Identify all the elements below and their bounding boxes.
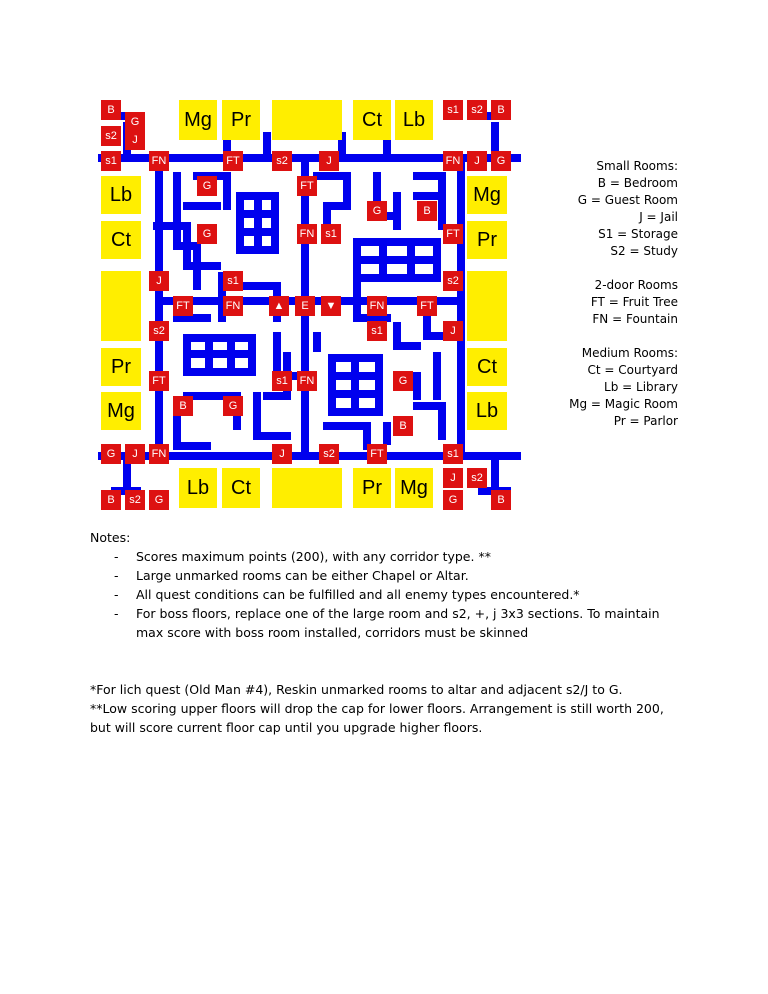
small-room-label: s1 (276, 375, 288, 387)
small-room-label: s2 (471, 472, 483, 484)
medium-room-label: Lb (186, 477, 210, 499)
note-item: - For boss floors, replace one of the large room and s2, +, j 3x3 sections. To maintain max score with boss room installed, corridors must be skinned (114, 606, 660, 640)
small-room-label: B (179, 400, 187, 412)
legend-item: Lb = Library (604, 380, 678, 394)
small-room-label: J (450, 472, 456, 484)
small-room-label: s2 (153, 325, 165, 337)
legend-item: G = Guest Room (577, 193, 678, 207)
small-room-label: s2 (471, 104, 483, 116)
small-room-label: J (156, 275, 162, 287)
footnote-lich: *For lich quest (Old Man #4), Reskin unmarked rooms to altar and adjacent s2/J to G. (90, 682, 623, 697)
medium-room-label: Ct (362, 109, 382, 131)
legend-item: FN = Fountain (592, 312, 678, 326)
small-room-label: G (106, 448, 116, 460)
medium-room-label: Ct (111, 229, 131, 251)
small-room-label: s1 (371, 325, 383, 337)
footnote-cap-cont: but will score current floor cap until you upgrade higher floors. (90, 720, 483, 735)
legend-item: Ct = Courtyard (587, 363, 678, 377)
small-room-label: s2 (323, 448, 335, 460)
small-room-label: FT (370, 448, 384, 460)
small-room-label: FN (151, 448, 167, 460)
small-room-label: s2 (105, 130, 117, 142)
medium-room-label: Lb (475, 400, 499, 422)
medium-room-label: Mg (400, 477, 428, 499)
small-room-label: J (132, 134, 138, 146)
legend-item: Pr = Parlor (613, 414, 678, 428)
large-room-unmarked (272, 100, 342, 140)
small-room-label: FT (420, 300, 434, 312)
small-room-label: B (497, 104, 505, 116)
medium-room-label: Pr (477, 229, 497, 251)
notes-title: Notes: (90, 530, 131, 545)
notes-section (90, 528, 690, 737)
small-room-label: B (107, 104, 115, 116)
legend-item: B = Bedroom (597, 176, 678, 190)
small-room-label: s1 (105, 155, 117, 167)
small-room-label: J (450, 325, 456, 337)
legend-two-door-title: 2-door Rooms (594, 278, 678, 292)
small-room-label: FT (226, 155, 240, 167)
small-room-label: G (398, 375, 408, 387)
legend-small-title: Small Rooms: (596, 159, 678, 173)
large-room-unmarked (272, 468, 342, 508)
medium-room-label: Pr (111, 356, 131, 378)
legend (540, 158, 678, 430)
legend-medium-title: Medium Rooms: (581, 346, 678, 360)
small-room-label: G (228, 400, 238, 412)
small-room-label: G (496, 155, 506, 167)
legend-item: Mg = Magic Room (569, 397, 678, 411)
notes-list (90, 547, 690, 642)
special-room-label: ▼ (325, 300, 337, 312)
legend-item: J = Jail (639, 210, 678, 224)
small-room-label: FT (152, 375, 166, 387)
small-room-label: G (372, 205, 382, 217)
special-room-label: ▲ (273, 300, 285, 312)
legend-item: S2 = Study (610, 244, 678, 258)
small-room-label: FT (446, 228, 460, 240)
medium-room-label: Lb (109, 184, 133, 206)
small-room-label: J (326, 155, 332, 167)
legend-item: FT = Fruit Tree (590, 295, 678, 309)
small-room-label: B (423, 205, 431, 217)
medium-room-label: Ct (231, 477, 251, 499)
note-item: - All quest conditions can be fulfilled and all enemy types encountered.* (114, 587, 580, 602)
small-room-label: s2 (276, 155, 288, 167)
small-room-label: G (202, 180, 212, 192)
small-room-label: s1 (227, 275, 239, 287)
small-room-label: J (132, 448, 138, 460)
small-room-label: s2 (447, 275, 459, 287)
small-room-label: G (448, 494, 458, 506)
small-room-label: FN (151, 155, 167, 167)
small-room-label: FT (300, 180, 314, 192)
small-room-label: G (130, 116, 140, 128)
small-room-label: B (107, 494, 115, 506)
small-room-label: FN (225, 300, 241, 312)
small-room-label: s1 (447, 448, 459, 460)
small-room-label: FT (176, 300, 190, 312)
special-room-label: E (301, 300, 309, 312)
small-room-label: FN (445, 155, 461, 167)
medium-room-label: Ct (477, 356, 497, 378)
medium-room-label: Pr (362, 477, 382, 499)
medium-room-label: Mg (184, 109, 212, 131)
legend-item: S1 = Storage (598, 227, 678, 241)
medium-room-label: Mg (473, 184, 501, 206)
small-room-label: FN (299, 375, 315, 387)
footnote-cap: **Low scoring upper floors will drop the cap for lower floors. Arrangement is still worth 200, (90, 701, 664, 716)
small-room-label: s1 (325, 228, 337, 240)
note-item: - Scores maximum points (200), with any corridor type. ** (114, 549, 491, 564)
small-room-label: s1 (447, 104, 459, 116)
small-room-label: s2 (129, 494, 141, 506)
small-room-label: FN (299, 228, 315, 240)
medium-room-label: Pr (231, 109, 251, 131)
small-room-label: J (279, 448, 285, 460)
floor-map (97, 96, 525, 516)
small-room-label: FN (369, 300, 385, 312)
large-room-unmarked (101, 271, 141, 341)
note-item: - Large unmarked rooms can be either Chapel or Altar. (114, 568, 469, 583)
large-room-unmarked (467, 271, 507, 341)
medium-room-label: Lb (402, 109, 426, 131)
small-room-label: B (497, 494, 505, 506)
small-room-label: G (154, 494, 164, 506)
medium-room-label: Mg (107, 400, 135, 422)
small-room-label: J (474, 155, 480, 167)
small-room-label: B (399, 420, 407, 432)
small-room-label: G (202, 228, 212, 240)
